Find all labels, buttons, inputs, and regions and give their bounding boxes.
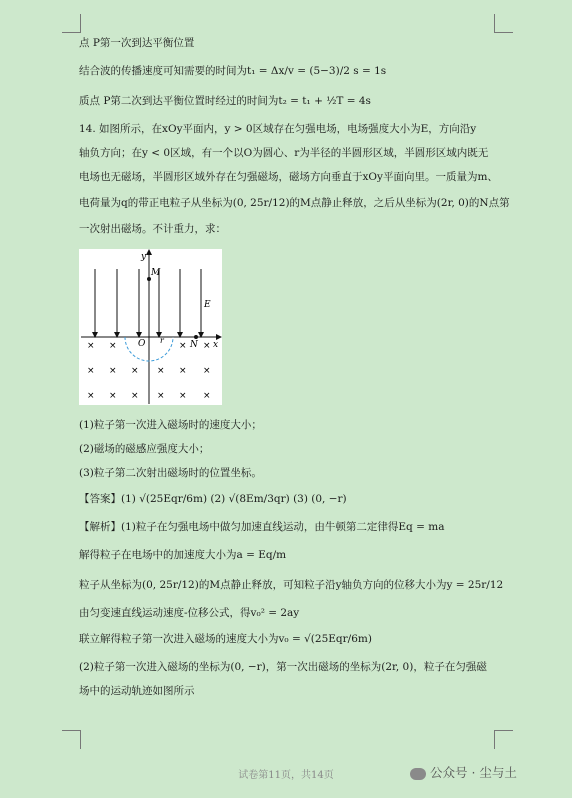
text-line: 电场也无磁场，半圆形区域外存在匀强磁场，磁场方向垂直于xOy平面向里。一质量为m、 [79, 171, 498, 183]
answer-line: 【答案】(1) √(25Eqr/6m) (2) √(8Em/3qr) (3) (0, −r) [79, 493, 347, 505]
magnetic-field-cross: × [87, 341, 95, 351]
crop-mark-top-right [494, 14, 513, 33]
field-diagram-svg [79, 249, 222, 405]
magnetic-field-cross: × [109, 341, 117, 351]
text-line: 质点 P第二次到达平衡位置时经过的时间为t₂ = t₁ + ½T = 4s [79, 95, 371, 107]
m-label: M [151, 268, 161, 278]
crop-mark-top-left [62, 14, 81, 33]
magnetic-field-cross: × [179, 341, 187, 351]
y-axis-label: y [141, 252, 147, 262]
text-line: 电荷量为q的带正电粒子从坐标为(0, 25r/12)的M点静止释放，之后从坐标为(2r, 0)的N点第 [79, 197, 510, 209]
text-line: 粒子从坐标为(0, 25r/12)的M点静止释放，可知粒子沿y轴负方向的位移大小为y = 25r/12 [79, 579, 504, 591]
sub-question-1: (1)粒子第一次进入磁场时的速度大小； [79, 419, 262, 431]
text-line: (2)粒子第一次进入磁场的坐标为(0, −r)，第一次出磁场的坐标为(2r, 0)，粒子在匀强磁 [79, 661, 487, 673]
wechat-icon [410, 768, 426, 780]
text-line: 一次射出磁场。不计重力，求： [79, 223, 226, 235]
magnetic-field-cross: × [109, 366, 117, 376]
magnetic-field-cross: × [179, 366, 187, 376]
radius-label: r [160, 336, 164, 345]
origin-label: O [138, 339, 146, 349]
text-line: 联立解得粒子第一次进入磁场的速度大小为v₀ = √(25Eqr/6m) [79, 633, 372, 645]
field-diagram [79, 249, 222, 405]
magnetic-field-cross: × [109, 391, 117, 401]
magnetic-field-cross: × [179, 391, 187, 401]
e-label: E [204, 300, 211, 310]
magnetic-field-cross: × [131, 391, 139, 401]
magnetic-field-cross: × [203, 391, 211, 401]
magnetic-field-cross: × [203, 341, 211, 351]
x-axis-label: x [213, 340, 219, 350]
magnetic-field-cross: × [157, 366, 165, 376]
question-14-line: 14. 如图所示，在xOy平面内，y > 0区域存在匀强电场，电场强度大小为E，方向沿y [79, 123, 477, 135]
magnetic-field-cross: × [87, 391, 95, 401]
n-label: N [190, 340, 198, 350]
text-line: 由匀变速直线运动速度-位移公式，得v₀² = 2ay [79, 607, 300, 619]
magnetic-field-cross: × [87, 366, 95, 376]
point-n [194, 335, 198, 339]
brand-label: 公众号 · 尘与土 [430, 765, 517, 780]
sub-question-3: (3)粒子第二次射出磁场时的位置坐标。 [79, 467, 262, 479]
text-line: 解得粒子在电场中的加速度大小为a = Eq/m [79, 549, 287, 561]
text-line: 点 P第一次到达平衡位置 [79, 37, 195, 49]
crop-mark-bottom-left [62, 730, 81, 749]
magnetic-field-cross: × [131, 366, 139, 376]
crop-mark-bottom-right [494, 730, 513, 749]
text-line: 轴负方向；在y < 0区域，有一个以O为圆心、r为半径的半圆形区域，半圆形区域内既无 [79, 147, 489, 159]
text-line: 结合波的传播速度可知需要的时间为t₁ = Δx/v = (5−3)/2 s = 1s [79, 65, 387, 77]
page-footer: 试卷第11页，共14页 [238, 770, 334, 781]
analysis-line: 【解析】(1)粒子在匀强电场中做匀加速直线运动，由牛顿第二定律得Eq = ma [79, 521, 445, 533]
magnetic-field-cross: × [157, 391, 165, 401]
sub-question-2: (2)磁场的磁感应强度大小； [79, 443, 210, 455]
magnetic-field-cross: × [203, 366, 211, 376]
text-line: 场中的运动轨迹如图所示 [79, 685, 195, 697]
wechat-brand [410, 763, 517, 781]
